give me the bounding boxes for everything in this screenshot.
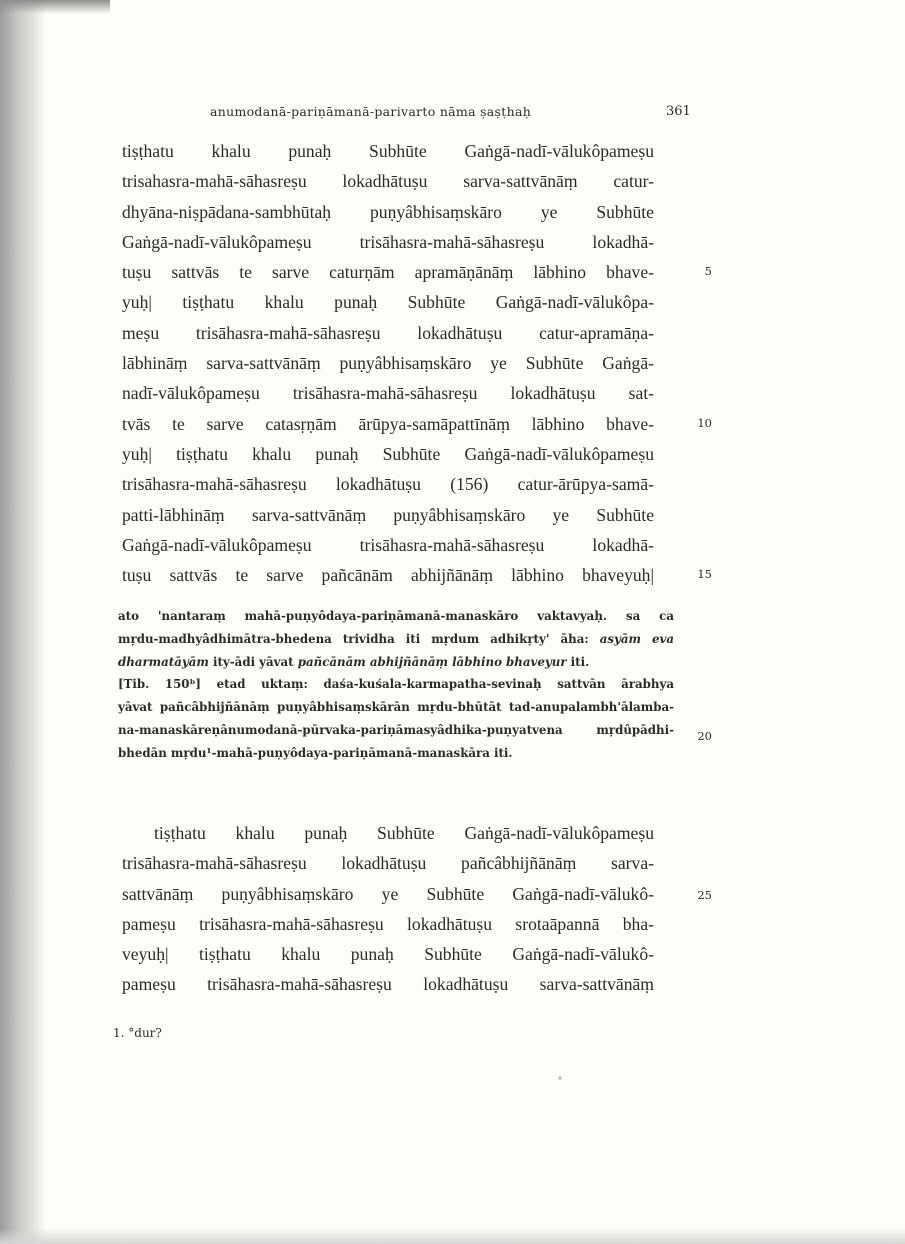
text-line: Gaṅgā-nadī-vālukôpameṣu trisāhasra-mahā-sāhasreṣu lokadhā- <box>122 231 654 252</box>
commentary-line: na-manaskāreṇânumodanā-pūrvaka-pariṇāmasyâdhika-puṇyatvena mṛdûpādhi- <box>118 722 674 737</box>
page-bottom-edge <box>0 1228 905 1244</box>
text-line: patti-lābhināṃ sarva-sattvānāṃ puṇyâbhisaṃskāro ye Subhūte <box>122 504 654 525</box>
commentary-text: ity-ādi yāvat <box>213 654 294 669</box>
commentary-line: yāvat pañcâbhijñānāṃ puṇyâbhisaṃskārān mṛdu-bhūtāt tad-anupalambh'ālamba- <box>118 700 674 715</box>
footnote: 1. °dur? <box>113 1026 162 1040</box>
line-number: 5 <box>704 264 712 278</box>
text-line: pameṣu trisāhasra-mahā-sāhasreṣu lokadhātuṣu sarva-sattvānāṃ <box>122 974 654 995</box>
commentary-text: iti. <box>570 654 590 669</box>
paper-speck <box>558 1076 562 1080</box>
line-number: 20 <box>697 729 712 743</box>
text-line: Gaṅgā-nadī-vālukôpameṣu trisāhasra-mahā-sāhasreṣu lokadhā- <box>122 534 654 555</box>
text-line: tuṣu sattvās te sarve caturṇām apramāṇānāṃ lābhino bhave- <box>122 262 654 283</box>
commentary-text: mṛdu-madhyâdhimātra-bhedena trividha iti mṛdum adhikṛty' āha: <box>118 631 589 646</box>
commentary-line <box>118 651 674 674</box>
line-number: 10 <box>697 416 712 430</box>
text-line: tvās te sarve catasṛṇām ārūpya-samāpattīnāṃ lābhino bhave- <box>122 413 654 434</box>
text-line: trisāhasra-mahā-sāhasreṣu lokadhātuṣu (156) catur-ārūpya-samā- <box>122 474 654 495</box>
line-number: 15 <box>697 567 712 581</box>
page-fold-shadow <box>0 0 110 14</box>
sanskrit-text-block-1 <box>122 136 654 590</box>
page-number: 361 <box>666 104 691 119</box>
text-line: nadī-vālukôpameṣu trisāhasra-mahā-sāhasreṣu lokadhātuṣu sat- <box>122 383 654 404</box>
commentary-text: etad uktaṃ: daśa-kuśala-karmapatha-sevinaḥ sattvān ārabhya <box>216 677 674 692</box>
commentary-line: bhedān mṛdu¹-mahā-puṇyôdaya-pariṇāmanā-manaskāra iti. <box>118 745 513 760</box>
text-line: yuḥ| tiṣṭhatu khalu punaḥ Subhūte Gaṅgā-nadī-vālukôpameṣu <box>122 443 654 464</box>
tibetan-reference: [Tib. 150ᵇ] <box>118 677 201 692</box>
book-binding-shadow <box>0 0 46 1244</box>
text-line: veyuḥ| tiṣṭhatu khalu punaḥ Subhūte Gaṅgā-nadī-vālukô- <box>122 944 654 965</box>
text-line: tuṣu sattvās te sarve pañcānām abhijñānāṃ lābhino bhaveyuḥ| <box>122 565 654 586</box>
commentary-line: ato 'nantaraṃ mahā-puṇyôdaya-pariṇāmanā-manaskāro vaktavyaḥ. sa ca <box>118 609 674 623</box>
commentary-quote: asyām eva <box>599 631 674 646</box>
text-line: dhyāna-niṣpādana-sambhūtaḥ puṇyâbhisaṃskāro ye Subhūte <box>122 201 654 222</box>
running-title: anumodanā-pariṇāmanā-parivarto nāma ṣaṣṭhaḥ <box>210 104 532 119</box>
text-line: trisāhasra-mahā-sāhasreṣu lokadhātuṣu pañcâbhijñānāṃ sarva- <box>122 853 654 874</box>
text-line: meṣu trisāhasra-mahā-sāhasreṣu lokadhātuṣu catur-apramāṇa- <box>122 322 654 343</box>
sanskrit-text-block-2 <box>122 818 654 1000</box>
commentary-quote: pañcānām abhijñānāṃ lābhino bhaveyur <box>297 654 567 669</box>
text-line: trisahasra-mahā-sāhasreṣu lokadhātuṣu sarva-sattvānāṃ catur- <box>122 171 654 192</box>
commentary-quote: dharmatāyām <box>118 654 209 669</box>
commentary-line <box>118 628 674 651</box>
text-line: tiṣṭhatu khalu punaḥ Subhūte Gaṅgā-nadī-vālukôpameṣu <box>154 823 654 843</box>
commentary-block <box>118 605 674 765</box>
text-line: sattvānāṃ puṇyâbhisaṃskāro ye Subhūte Gaṅgā-nadī-vālukô- <box>122 883 654 904</box>
line-number: 25 <box>697 888 712 902</box>
text-line: pameṣu trisāhasra-mahā-sāhasreṣu lokadhātuṣu srotaāpannā bha- <box>122 913 654 934</box>
text-line: lābhināṃ sarva-sattvānāṃ puṇyâbhisaṃskāro ye Subhūte Gaṅgā- <box>122 353 654 374</box>
commentary-line <box>118 673 674 696</box>
text-line: yuḥ| tiṣṭhatu khalu punaḥ Subhūte Gaṅgā-nadī-vālukôpa- <box>122 292 654 313</box>
text-line: tiṣṭhatu khalu punaḥ Subhūte Gaṅgā-nadī-vālukôpameṣu <box>122 141 654 161</box>
